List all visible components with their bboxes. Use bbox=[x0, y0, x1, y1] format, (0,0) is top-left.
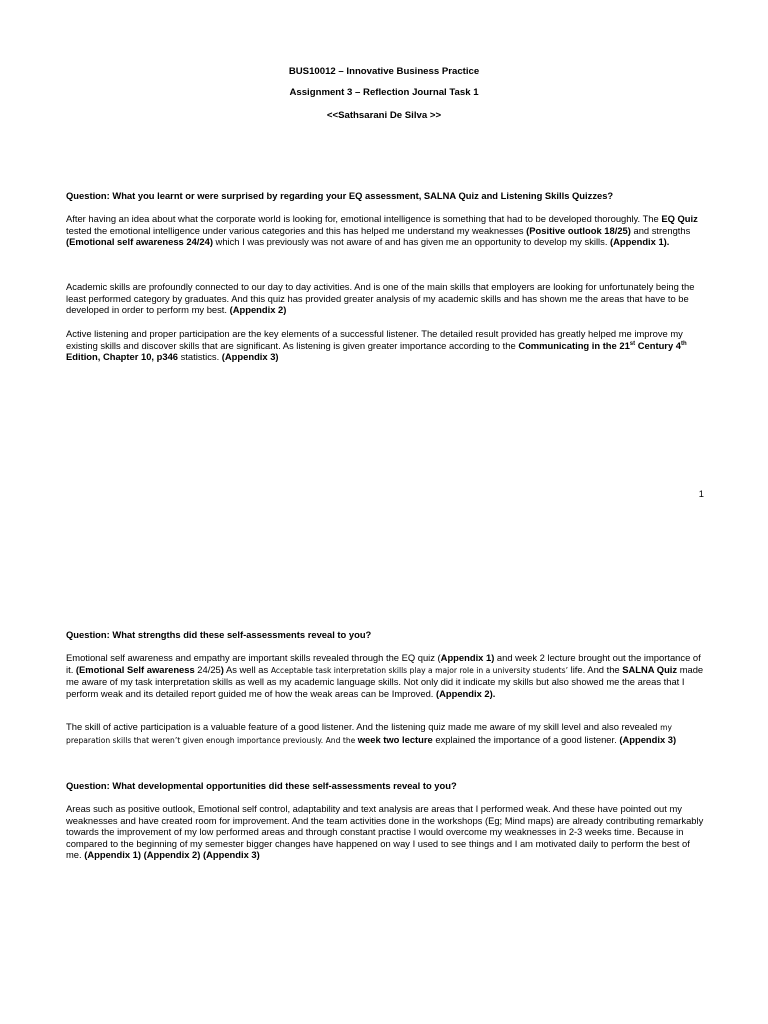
text-run: Active listening and proper participation are the key elements of a successful listener. The detailed result provided has greatly helped me improve my existing skills and discover skills that are significant. As listening is given greater importance according to the bbox=[66, 328, 683, 351]
text-run: After having an idea about what the corporate world is looking for, emotional intelligence is something that had to be developed thoroughly. The bbox=[66, 213, 662, 224]
book-title-part: Century 4 bbox=[635, 339, 681, 351]
assignment-title: Assignment 3 – Reflection Journal Task 1 bbox=[289, 87, 479, 98]
appendix-reference: (Appendix 3) bbox=[619, 733, 677, 745]
text-run: and strengths bbox=[630, 224, 691, 236]
text-run: Academic skills are profoundly connected to our day to day activities. And is one of the main skills that employers are looking for unfortunately being the least performed category by graduates. And this quiz has provided greater analysis of my academic skills and has shown me the areas that have to be developed in order to perform my best. bbox=[66, 281, 695, 316]
book-title-part: Edition, Chapter 10, p346 bbox=[66, 351, 179, 363]
text-run: made me aware of my task interpretation skills as well as my academic language skills. Not only did it indicate my skills but also showed me the areas that I perform weak and its detailed report guided me of how the weak areas can be Improved. bbox=[66, 663, 704, 699]
text-run: The skill of active participation is a valuable feature of a good listener. And the listening quiz made me aware of my skill level and also revealed bbox=[66, 721, 661, 732]
text-run: Emotional self awareness and empathy are important skills revealed through the EQ quiz ( bbox=[66, 652, 441, 663]
course-title: BUS10012 – Innovative Business Practice bbox=[288, 66, 480, 77]
text-run: statistics. bbox=[178, 351, 222, 363]
text-run: explained the importance of a good listener. bbox=[432, 733, 620, 745]
appendix-reference: (Appendix 1) (Appendix 2) (Appendix 3) bbox=[84, 849, 260, 861]
question-eq-assessment: Question: What you learnt or were surprised by regarding your EQ assessment, SALNA Quiz and Listening Skills Quizzes? bbox=[66, 190, 614, 201]
text-run: tested the emotional intelligence under various categories and this has helped me understand my weaknesses bbox=[66, 224, 527, 236]
alt-font-run: my preparation skills that weren’t given enough importance previously. And the bbox=[66, 723, 672, 745]
bold-run: week two lecture bbox=[357, 733, 433, 745]
question-strengths: Question: What strengths did these self-assessments reveal to you? bbox=[66, 629, 372, 640]
text-run: life. And the bbox=[568, 663, 623, 675]
author-name: <<Sathsarani De Silva >> bbox=[326, 110, 442, 121]
book-title-part: Communicating in the 21 bbox=[518, 339, 630, 351]
question-developmental: Question: What developmental opportunities did these self-assessments reveal to you? bbox=[66, 780, 457, 791]
paragraph-strengths bbox=[66, 652, 706, 699]
superscript: th bbox=[681, 340, 687, 347]
bold-run: (Emotional Self awareness bbox=[75, 663, 195, 675]
paragraph-developmental bbox=[66, 803, 706, 861]
paragraph-active-listening bbox=[66, 328, 706, 363]
text-run: which I was previously was not aware of and has given me an opportunity to develop my skills. bbox=[212, 236, 611, 248]
text-run: As well as bbox=[223, 663, 271, 675]
bold-run: SALNA Quiz bbox=[622, 663, 678, 675]
appendix-reference: (Appendix 2). bbox=[436, 687, 496, 699]
text-run: Areas such as positive outlook, Emotional self control, adaptability and text analysis are areas that I performed weak. And these have pointed out my weaknesses and have created room for improvement. And the team activities done in the workshops (Eg; Mind maps) are already contributing remarkably towards the improvement of my low performed areas and through constant practise I would overcome my weaknesses in 2-3 weeks time. Because in compared to the beginning of my semester bigger changes have happened on way I used to see things and I am motivated daily to perform the best of me. bbox=[66, 803, 704, 861]
appendix-reference: (Appendix 2) bbox=[229, 304, 287, 316]
bold-run: EQ Quiz bbox=[661, 213, 698, 224]
alt-font-run: Acceptable task interpretation skills play a major role in a university students’ bbox=[270, 665, 569, 675]
paragraph-academic-skills bbox=[66, 281, 706, 316]
appendix-reference: Appendix 1) bbox=[440, 652, 495, 663]
appendix-reference: (Appendix 1). bbox=[610, 236, 670, 248]
superscript: st bbox=[629, 340, 636, 347]
paragraph-emotional-intelligence bbox=[66, 213, 706, 248]
bold-run: (Positive outlook 18/25) bbox=[526, 224, 631, 236]
bold-run: ) bbox=[220, 663, 224, 675]
page-number: 1 bbox=[698, 488, 704, 499]
text-run: 24/25 bbox=[194, 663, 221, 675]
paragraph-listening bbox=[66, 721, 706, 746]
bold-run: (Emotional self awareness 24/24) bbox=[66, 236, 213, 248]
appendix-reference: (Appendix 3) bbox=[221, 351, 279, 363]
text-run: and week 2 lecture brought out the importance of it. bbox=[66, 652, 701, 675]
